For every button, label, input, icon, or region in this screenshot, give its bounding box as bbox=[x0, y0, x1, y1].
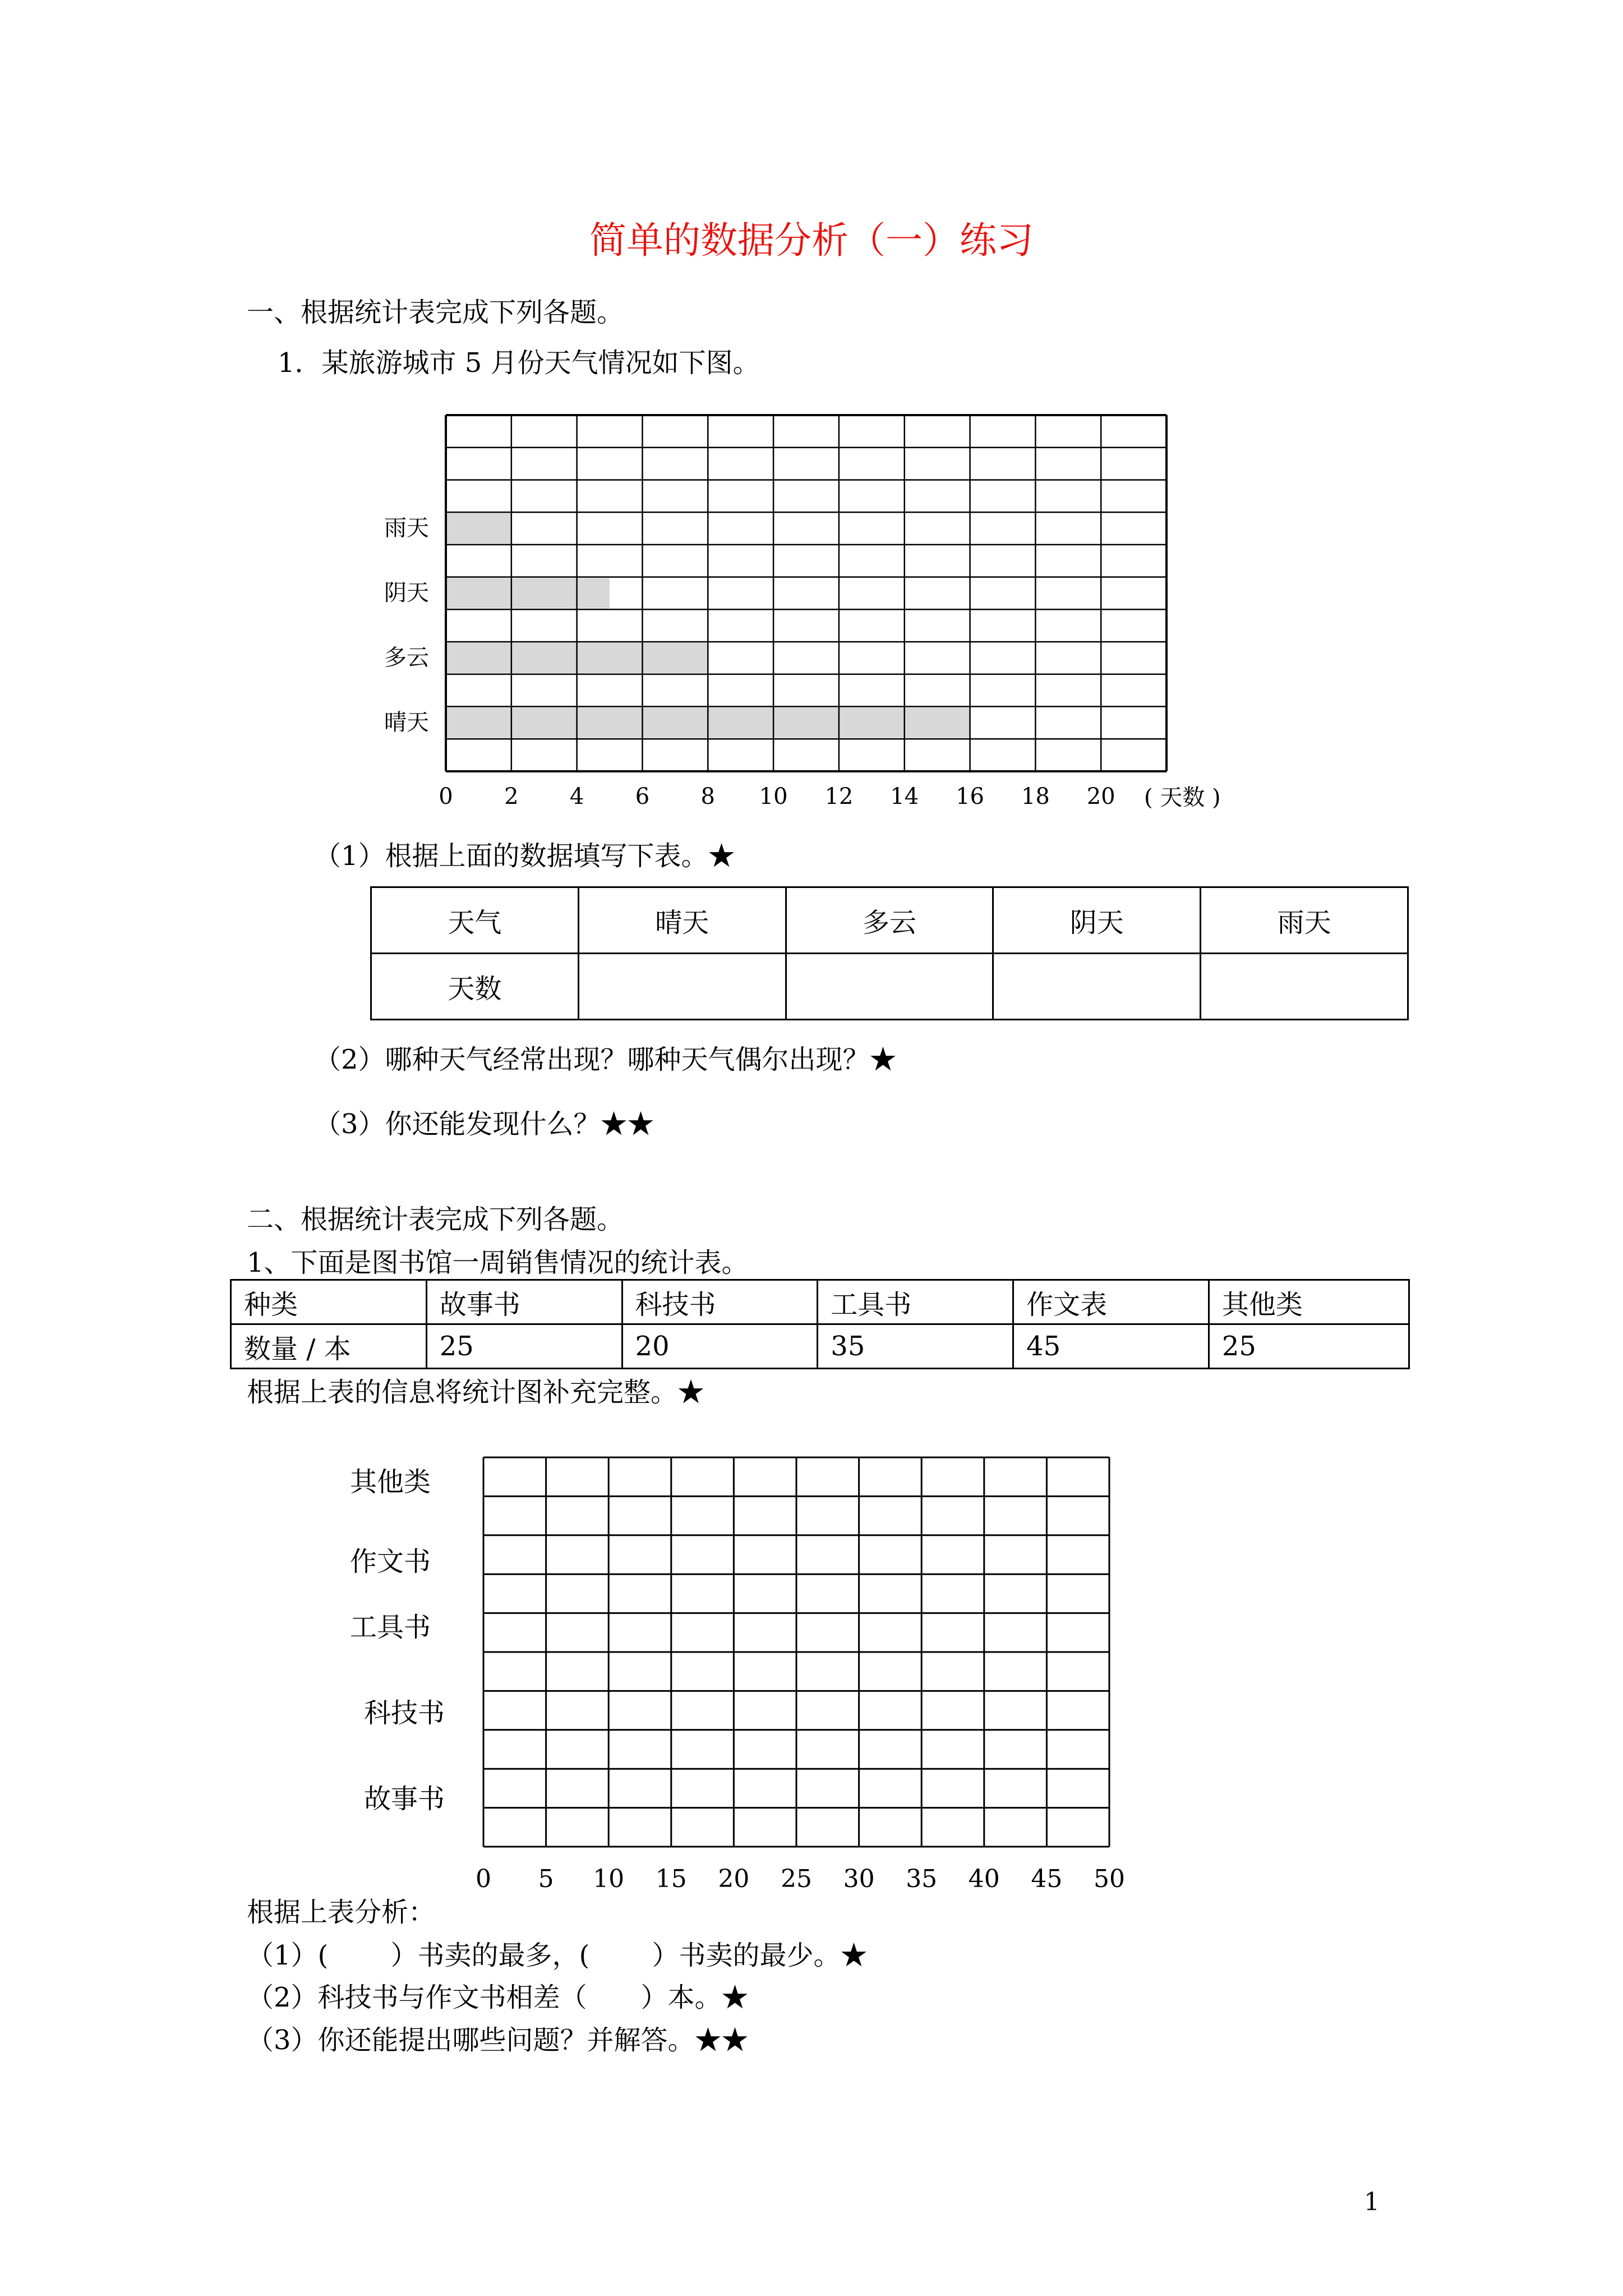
subquestion-2: （2）哪种天气经常出现？哪种天气偶尔出现？★ bbox=[314, 1044, 897, 1075]
tick-label: 25 bbox=[781, 1865, 812, 1893]
table-header-cell: 天气 bbox=[371, 887, 579, 954]
page-number: 1 bbox=[1364, 2188, 1380, 2216]
tick-label: 12 bbox=[824, 784, 854, 809]
tick-label: 10 bbox=[593, 1865, 625, 1893]
tick-label: 30 bbox=[843, 1865, 875, 1893]
subquestion-1: （1）根据上面的数据填写下表。★ bbox=[314, 840, 735, 872]
category-label: 其他类 bbox=[349, 1466, 431, 1498]
tick-label: 0 bbox=[476, 1865, 491, 1893]
category-label: 故事书 bbox=[363, 1783, 445, 1815]
tick-label: 14 bbox=[890, 784, 919, 809]
analysis-question-2: （2）科技书与作文书相差（ ）本。★ bbox=[247, 1982, 749, 2013]
section1-heading: 一、根据统计表完成下列各题。 bbox=[247, 297, 624, 328]
tick-label: 8 bbox=[700, 784, 715, 809]
table-row-label: 天数 bbox=[371, 954, 579, 1020]
category-label: 阴天 bbox=[384, 580, 429, 606]
table-header-cell: 作文表 bbox=[1013, 1280, 1209, 1324]
table-cell: 25 bbox=[1209, 1324, 1409, 1369]
tick-label: 6 bbox=[635, 784, 650, 809]
question1-intro: 1．某旅游城市 5 月份天气情况如下图。 bbox=[278, 347, 760, 379]
table-header-cell: 阴天 bbox=[993, 887, 1201, 954]
tick-label: 18 bbox=[1021, 784, 1050, 809]
tick-label: 4 bbox=[569, 784, 584, 809]
table-header-cell: 故事书 bbox=[426, 1280, 622, 1324]
table-cell: 数量 / 本 bbox=[231, 1324, 427, 1369]
tick-label: 10 bbox=[759, 784, 788, 809]
category-label: 工具书 bbox=[349, 1612, 431, 1643]
tick-label: 5 bbox=[538, 1865, 554, 1893]
tick-label: 20 bbox=[1086, 784, 1115, 809]
axis-unit-label: ( 天数 ) bbox=[1144, 785, 1221, 811]
table-header-cell: 多云 bbox=[786, 887, 993, 954]
table-header-cell: 种类 bbox=[231, 1280, 427, 1324]
tick-label: 20 bbox=[718, 1865, 750, 1893]
tick-label: 0 bbox=[439, 784, 453, 809]
tick-label: 40 bbox=[968, 1865, 1000, 1893]
section2-heading: 二、根据统计表完成下列各题。 bbox=[247, 1204, 624, 1235]
page-title: 简单的数据分析（一）练习 bbox=[589, 219, 1034, 262]
analysis-question-3: （3）你还能提出哪些问题？并解答。★★ bbox=[247, 2024, 749, 2056]
tick-label: 45 bbox=[1031, 1865, 1063, 1893]
category-label: 科技书 bbox=[363, 1697, 445, 1729]
tick-label: 15 bbox=[655, 1865, 687, 1893]
analysis-question-1: （1）( ）书卖的最多，( ）书卖的最少。★ bbox=[247, 1940, 868, 1971]
table-cell: 35 bbox=[818, 1324, 1013, 1369]
table-cell: 45 bbox=[1013, 1324, 1209, 1369]
table-header-cell: 雨天 bbox=[1201, 887, 1408, 954]
tick-label: 35 bbox=[906, 1865, 938, 1893]
category-label: 作文书 bbox=[349, 1546, 431, 1577]
tick-label: 16 bbox=[956, 784, 984, 809]
table-header-cell: 科技书 bbox=[622, 1280, 818, 1324]
category-label: 晴天 bbox=[384, 710, 429, 736]
table-header-cell: 工具书 bbox=[818, 1280, 1013, 1324]
chart-instruction: 根据上表的信息将统计图补充完整。★ bbox=[247, 1377, 705, 1408]
analysis-heading: 根据上表分析： bbox=[247, 1897, 436, 1928]
subquestion-3: （3）你还能发现什么？★★ bbox=[314, 1108, 654, 1140]
category-label: 多云 bbox=[384, 645, 429, 671]
category-label: 雨天 bbox=[384, 515, 429, 541]
tick-label: 2 bbox=[504, 784, 519, 809]
table-cell: 25 bbox=[426, 1324, 622, 1369]
table-cell: 20 bbox=[622, 1324, 818, 1369]
tick-label: 50 bbox=[1094, 1865, 1125, 1893]
table-header-cell: 晴天 bbox=[578, 887, 786, 954]
section2-intro: 1、下面是图书馆一周销售情况的统计表。 bbox=[247, 1247, 749, 1278]
table-header-cell: 其他类 bbox=[1209, 1280, 1409, 1324]
